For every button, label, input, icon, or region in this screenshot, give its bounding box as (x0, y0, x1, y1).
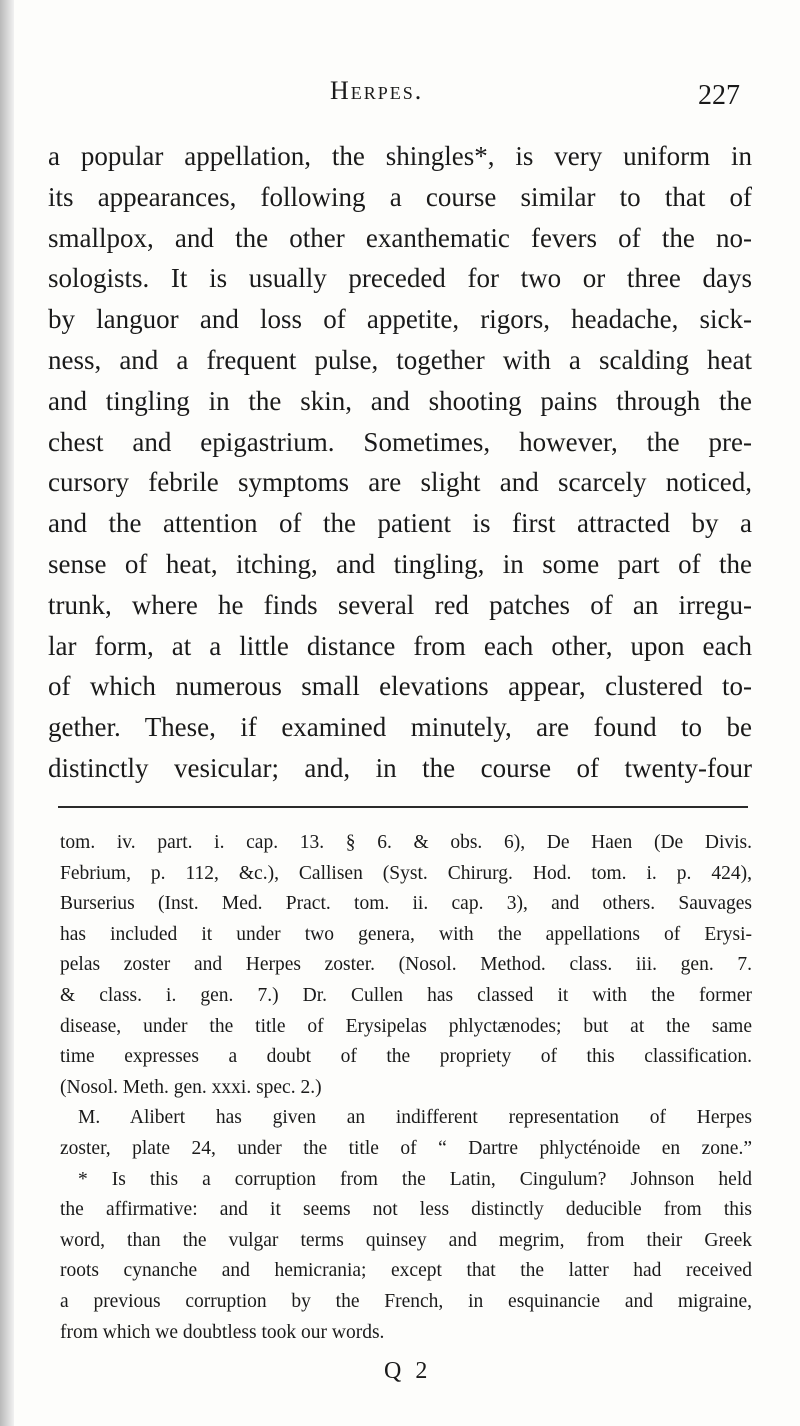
text-line: its appearances, following a course similar to that of (48, 181, 752, 212)
page-edge-shadow (0, 0, 14, 1426)
footnote-rule (58, 806, 748, 808)
footnotes (60, 828, 752, 1348)
page-header (48, 76, 752, 116)
text-line: sologists. It is usually preceded for two or three days (48, 263, 752, 294)
footnote-line: * Is this a corruption from the Latin, Cingulum? Johnson held (78, 1168, 752, 1190)
text-line: gether. These, if examined minutely, are found to be (48, 712, 752, 743)
text-line: of which numerous small elevations appear, clustered to- (48, 671, 752, 702)
footnote-line: from which we doubtless took our words. (60, 1321, 385, 1343)
text-line: cursory febrile symptoms are slight and scarcely noticed, (48, 467, 752, 498)
text-line: chest and epigastrium. Sometimes, however, the pre- (48, 426, 752, 457)
footnote-line: tom. iv. part. i. cap. 13. § 6. & obs. 6), De Haen (De Divis. (60, 832, 752, 853)
text-line: and the attention of the patient is first attracted by a (48, 508, 752, 539)
text-line: distinctly vesicular; and, in the course of twenty-four (48, 752, 752, 783)
footnote-line: Burserius (Inst. Med. Pract. tom. ii. cap. 3), and others. Sauvages (60, 893, 752, 915)
footnote-line: & class. i. gen. 7.) Dr. Cullen has classed it with the former (60, 984, 752, 1006)
footnote-line: M. Alibert has given an indifferent representation of Herpes (78, 1107, 752, 1129)
footnote-line: pelas zoster and Herpes zoster. (Nosol. Method. class. iii. gen. 7. (60, 954, 752, 976)
text-line: trunk, where he finds several red patches of an irregu- (48, 589, 752, 620)
text-line: ness, and a frequent pulse, together with a scalding heat (48, 344, 752, 375)
footnote-line: word, than the vulgar terms quinsey and megrim, from their Greek (60, 1229, 752, 1251)
signature-mark: Q 2 (384, 1358, 432, 1384)
footnote-line: (Nosol. Meth. gen. xxxi. spec. 2.) (60, 1076, 322, 1098)
footnote-line: the affirmative: and it seems not less distinctly deducible from this (60, 1199, 752, 1221)
running-head: Herpes. (330, 76, 424, 105)
text-line: lar form, at a little distance from each other, upon each (48, 630, 752, 661)
footnote-line: roots cynanche and hemicrania; except that the latter had received (60, 1260, 752, 1282)
footnote-line: disease, under the title of Erysipelas phlyctænodes; but at the same (60, 1015, 752, 1037)
main-text (48, 136, 752, 789)
footnote-line: time expresses a doubt of the propriety of this classification. (60, 1046, 752, 1068)
footnote-line: zoster, plate 24, under the title of “ Dartre phlycténoide en zone.” (60, 1137, 752, 1159)
text-line: smallpox, and the other exanthematic fevers of the no- (48, 222, 752, 253)
text-line: sense of heat, itching, and tingling, in some part of the (48, 548, 752, 579)
page-number: 227 (698, 80, 740, 111)
footnote-line: a previous corruption by the French, in esquinancie and migraine, (60, 1290, 752, 1312)
text-line: by languor and loss of appetite, rigors, headache, sick- (48, 304, 752, 335)
footnote-line: Febrium, p. 112, &c.), Callisen (Syst. Chirurg. Hod. tom. i. p. 424), (60, 862, 752, 884)
text-line: and tingling in the skin, and shooting pains through the (48, 385, 752, 416)
text-line: a popular appellation, the shingles*, is very uniform in (48, 141, 752, 171)
footnote-line: has included it under two genera, with the appellations of Erysi- (60, 923, 752, 945)
